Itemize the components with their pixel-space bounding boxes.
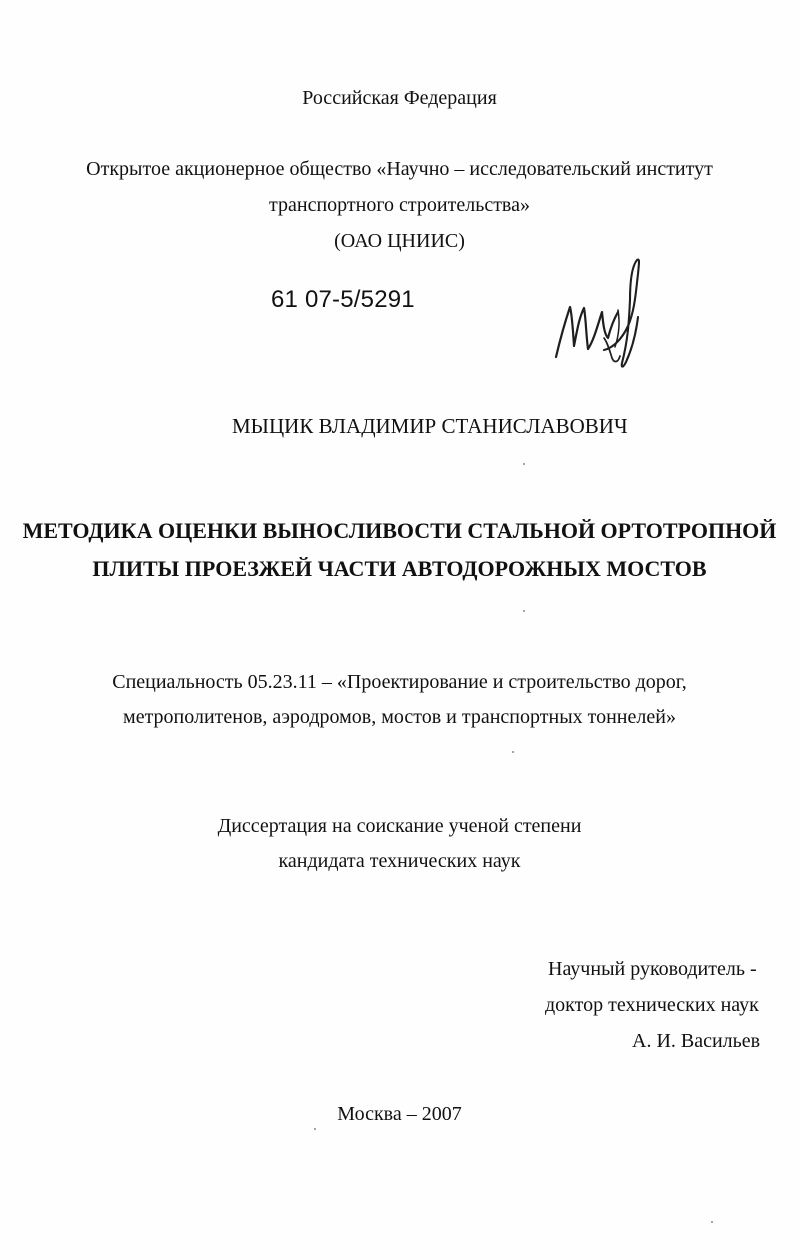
scan-speck [711,1221,713,1223]
degree-line-1: Диссертация на соискание ученой степени [217,815,582,837]
supervisor-name: А. И. Васильев [632,1030,761,1052]
organization-line-2: транспортного строительства» [269,194,530,216]
signature-icon [548,252,648,377]
supervisor-role: Научный руководитель - [548,958,757,980]
scan-speck [523,463,525,465]
country-line: Российская Федерация [302,87,497,109]
organization-line-1: Открытое акционерное общество «Научно – исследовательский институт [86,158,713,180]
scan-speck [314,1128,316,1130]
organization-short-name: (ОАО ЦНИИС) [334,230,465,252]
scan-speck [523,610,525,612]
thesis-title-line-1: МЕТОДИКА ОЦЕНКИ ВЫНОСЛИВОСТИ СТАЛЬНОЙ ОРТОТРОПНОЙ [22,518,777,543]
specialty-line-1: Специальность 05.23.11 – «Проектирование и строительство дорог, [112,671,687,693]
archive-number: 61 07-5/5291 [271,286,415,313]
thesis-title-line-2: ПЛИТЫ ПРОЕЗЖЕЙ ЧАСТИ АВТОДОРОЖНЫХ МОСТОВ [92,556,707,581]
specialty-line-2: метрополитенов, аэродромов, мостов и транспортных тоннелей» [123,706,676,728]
scan-speck [512,751,514,753]
degree-line-2: кандидата технических наук [278,850,521,872]
city-year: Москва – 2007 [337,1103,462,1125]
supervisor-degree: доктор технических наук [545,994,759,1016]
author-name: МЫЦИК ВЛАДИМИР СТАНИСЛАВОВИЧ [232,414,628,438]
